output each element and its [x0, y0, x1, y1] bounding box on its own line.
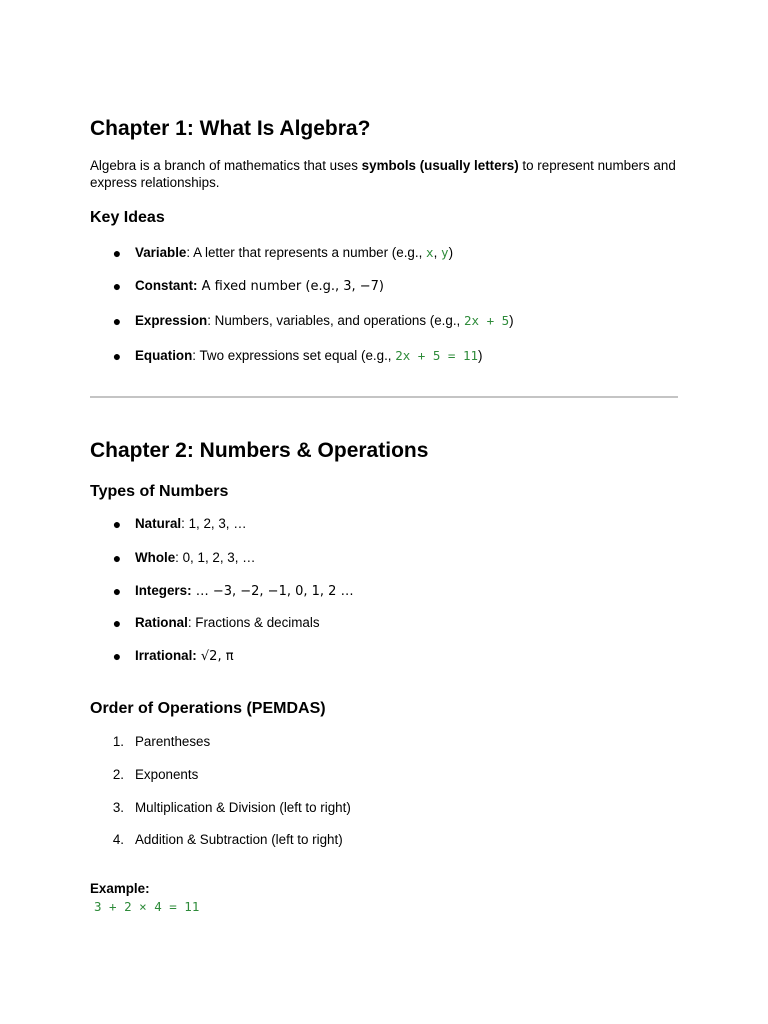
bullet-icon: ● — [112, 348, 122, 364]
term-irrational: Irrational: — [135, 648, 197, 663]
desc-whole: : 0, 1, 2, 3, … — [175, 550, 256, 565]
bullet-icon: ● — [112, 516, 122, 532]
example-code-block: 3 + 2 × 4 = 11 — [94, 899, 200, 914]
bullet-icon: ● — [112, 278, 122, 294]
term-equation: Equation — [135, 348, 193, 363]
bullet-icon: ● — [112, 615, 122, 631]
close-paren: ) — [478, 348, 483, 363]
list-item-whole — [90, 549, 678, 567]
intro-text-bold: symbols (usually letters) — [361, 158, 519, 173]
desc-natural: : 1, 2, 3, … — [181, 516, 247, 531]
list-number: 2. — [112, 767, 124, 782]
list-item-variable — [90, 244, 678, 262]
desc-irrational: √2, π — [196, 649, 234, 664]
term-whole: Whole — [135, 550, 176, 565]
list-item-constant — [90, 277, 678, 295]
order-of-operations-heading: Order of Operations (PEMDAS) — [90, 700, 326, 717]
term-constant: Constant: — [135, 278, 198, 293]
list-item-integers — [90, 582, 678, 600]
ordered-item-text: Multiplication & Division (left to right) — [135, 800, 351, 815]
list-item-natural — [90, 515, 678, 533]
list-number: 1. — [112, 734, 124, 749]
chapter-2-title: Chapter 2: Numbers & Operations — [90, 439, 429, 462]
ordered-item-text: Addition & Subtraction (left to right) — [135, 832, 343, 847]
desc-expression: : Numbers, variables, and operations (e.g., — [207, 313, 464, 328]
close-paren: ) — [448, 245, 454, 260]
bullet-icon: ● — [112, 245, 122, 261]
section-divider — [90, 396, 678, 398]
ordered-item-1 — [90, 733, 678, 751]
desc-equation: : Two expressions set equal (e.g., — [192, 348, 396, 363]
list-item-irrational — [90, 647, 678, 665]
ordered-item-text: Exponents — [135, 767, 199, 782]
example-label: Example: — [90, 881, 150, 896]
key-ideas-heading: Key Ideas — [90, 209, 165, 226]
example-code-expression: 2x + 5 — [464, 313, 510, 328]
bullet-icon: ● — [112, 583, 122, 599]
close-paren: ) — [509, 313, 514, 328]
ordered-item-2 — [90, 766, 678, 784]
ordered-item-3 — [90, 799, 678, 817]
intro-text-before: Algebra is a branch of mathematics that uses — [90, 158, 362, 173]
example-separator: , — [433, 245, 442, 260]
bullet-icon: ● — [112, 648, 122, 664]
list-number: 3. — [112, 800, 124, 815]
desc-rational: : Fractions & decimals — [187, 615, 320, 630]
example-code-y: y — [441, 245, 449, 260]
term-natural: Natural — [135, 516, 182, 531]
list-number: 4. — [112, 832, 124, 847]
desc-variable: : A letter that represents a number (e.g., — [186, 245, 427, 260]
chapter-1-title: Chapter 1: What Is Algebra? — [90, 117, 371, 140]
list-item-rational — [90, 614, 678, 632]
term-variable: Variable — [135, 245, 187, 260]
example-code-x: x — [426, 245, 434, 260]
desc-constant: A fixed number (e.g., 3, −7) — [197, 279, 384, 294]
list-item-expression — [90, 312, 678, 330]
bullet-icon: ● — [112, 313, 122, 329]
example-code-equation: 2x + 5 = 11 — [395, 348, 479, 363]
ordered-item-4 — [90, 831, 678, 849]
term-expression: Expression — [135, 313, 208, 328]
list-item-equation — [90, 347, 678, 365]
term-integers: Integers: — [135, 583, 192, 598]
term-rational: Rational — [135, 615, 188, 630]
intro-text-after: to represent numbers and express relationships. — [90, 158, 676, 190]
ordered-item-text: Parentheses — [135, 734, 211, 749]
chapter-1-intro — [90, 157, 678, 191]
bullet-icon: ● — [112, 550, 122, 566]
types-of-numbers-heading: Types of Numbers — [90, 483, 229, 500]
desc-integers: … −3, −2, −1, 0, 1, 2 … — [191, 584, 354, 599]
